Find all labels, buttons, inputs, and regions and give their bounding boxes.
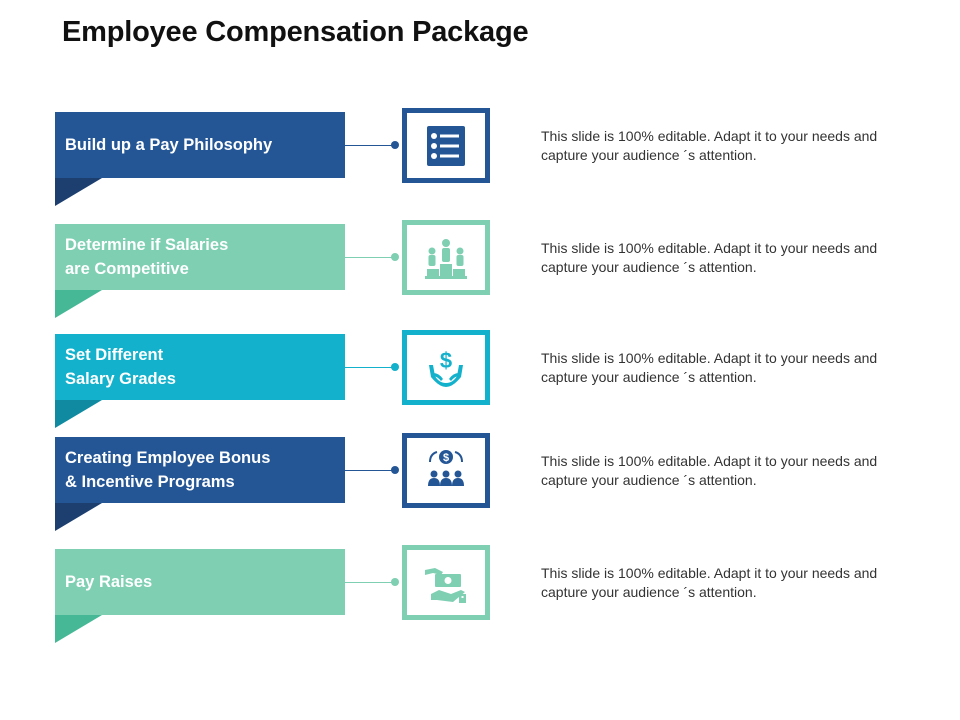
step-description-5: This slide is 100% editable. Adapt it to your needs and capture your audience ´s attention. — [541, 565, 878, 600]
step-description-1: This slide is 100% editable. Adapt it to your needs and capture your audience ´s attention. — [541, 128, 878, 163]
step-label-3: Set Different Salary Grades — [65, 346, 176, 388]
connector-dot-1 — [391, 141, 399, 149]
banner-fold-5 — [55, 615, 102, 643]
icon-box-3 — [402, 330, 490, 405]
svg-text:$: $ — [439, 347, 453, 373]
page-title: Employee Compensation Package — [62, 16, 529, 48]
banner-fold-1 — [55, 178, 102, 206]
step-row-1 — [0, 112, 960, 232]
hands-dollar-icon — [421, 343, 471, 393]
podium-people-icon — [421, 233, 471, 283]
connector-line-3 — [345, 367, 395, 368]
connector-line-5 — [345, 582, 395, 583]
connector-dot-2 — [391, 253, 399, 261]
icon-box-5 — [402, 545, 490, 620]
connector-dot-5 — [391, 578, 399, 586]
checklist-icon — [421, 121, 471, 171]
icon-box-1 — [402, 108, 490, 183]
step-description-3: This slide is 100% editable. Adapt it to your needs and capture your audience ´s attention. — [541, 350, 878, 385]
icon-box-2 — [402, 220, 490, 295]
step-label-1: Build up a Pay Philosophy — [65, 136, 273, 154]
banner-fold-2 — [55, 290, 102, 318]
step-banner-3 — [55, 334, 345, 400]
step-banner-5 — [55, 549, 345, 615]
banner-fold-4 — [55, 503, 102, 531]
step-banner-1 — [55, 112, 345, 178]
team-dollar-cycle-icon — [421, 446, 471, 496]
connector-dot-4 — [391, 466, 399, 474]
step-row-4 — [0, 437, 960, 557]
hand-money-icon — [421, 558, 471, 608]
step-banner-4 — [55, 437, 345, 503]
step-label-4: Creating Employee Bonus & Incentive Programs — [65, 449, 271, 491]
connector-dot-3 — [391, 363, 399, 371]
step-description-2: This slide is 100% editable. Adapt it to your needs and capture your audience ´s attention. — [541, 240, 878, 275]
icon-box-4 — [402, 433, 490, 508]
connector-line-2 — [345, 257, 395, 258]
connector-line-4 — [345, 470, 395, 471]
svg-text:$: $ — [442, 451, 450, 464]
step-row-5 — [0, 549, 960, 669]
connector-line-1 — [345, 145, 395, 146]
step-banner-2 — [55, 224, 345, 290]
step-row-2 — [0, 224, 960, 344]
banner-fold-3 — [55, 400, 102, 428]
step-label-2: Determine if Salaries are Competitive — [65, 236, 229, 278]
step-label-5: Pay Raises — [65, 573, 153, 591]
step-description-4: This slide is 100% editable. Adapt it to your needs and capture your audience ´s attention. — [541, 453, 878, 488]
